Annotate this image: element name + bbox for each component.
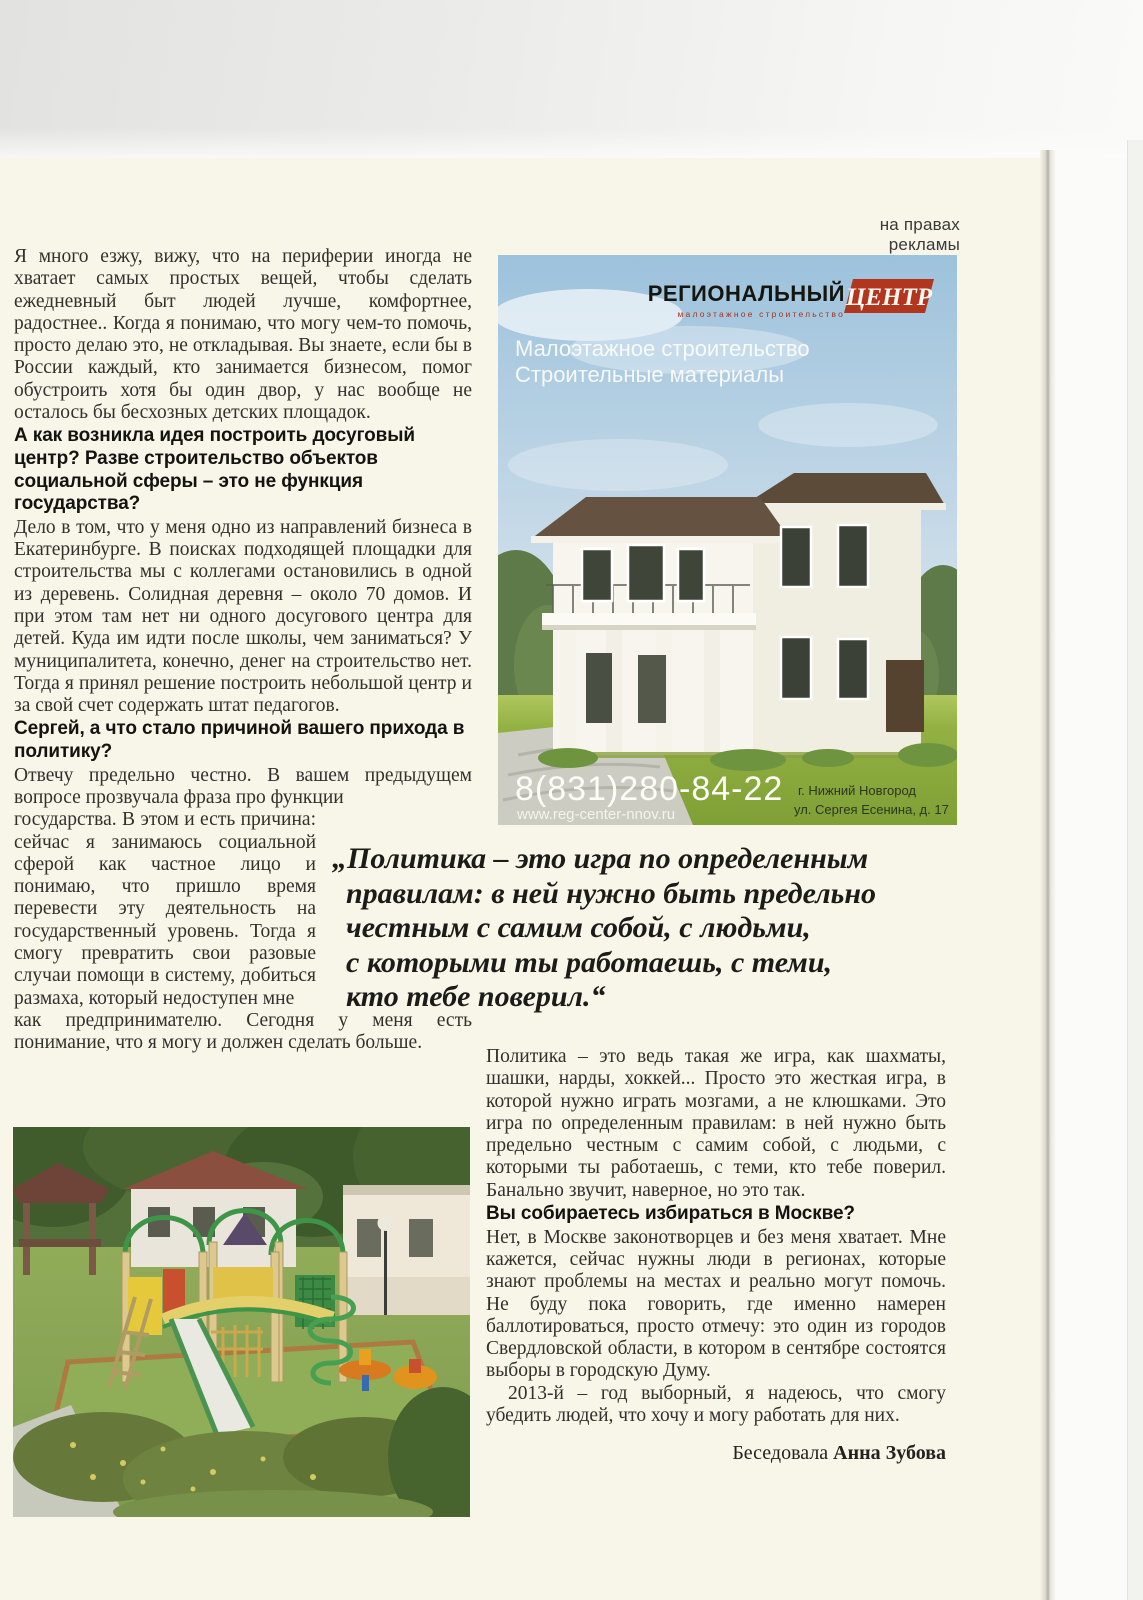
byline-author-name: Анна Зубова (833, 1442, 946, 1465)
brand-center-text: ЦЕНТР (845, 284, 933, 311)
paragraph: Я много езжу, вижу, что на периферии иногда не хватает самых простых вещей, чтобы сделать ежедневный быт людей лучше, комфортнее, радостнее.. Когда я понимаю, что могу чем-то помочь, просто делаю это, не откладывая. Вы знаете, если бы в России каждый, кто занимается бизнесом, помог обустроить хотя бы один двор, у нас вообще не осталось бы бесхозных детских площадок. (14, 246, 472, 424)
paragraph: Политика – это ведь такая же игра, как шахматы, шашки, нарды, хоккей... Просто это жесткая игра, в которой нужно играть мозгами, а не клюшками. Это игра по определенным правилам: в ней нужно быть предельно честным с самим собой, с людьми, с которыми ты работаешь, с теми, кто тебе поверил. Банально звучит, наверное, но это так. (486, 1046, 946, 1201)
service-line-2: Строительные материалы (515, 362, 785, 387)
interview-question: Сергей, а что стало причиной вашего прихода в политику? (14, 718, 465, 763)
house (531, 473, 957, 771)
ad-disclaimer-label: на правах рекламы (879, 215, 960, 254)
paragraph: Дело в том, что у меня одно из направлений бизнеса в Екатеринбурге. В поисках подходящей площадки для строительства мы с коллегами остановились в одной из деревень. Солидная деревня – около 70 домов. И при этом там нет ни одного досугового центра для детей. Куда им идти после школы, чем заниматься? У муниципалитета, конечно, денег на строительство нет. Тогда я принял решение построить небольшой центр и за свой счет содержать штат педагогов. (14, 516, 472, 717)
pull-quote: „Политика – это игра по определенным правилам: в ней нужно быть предельно честным с самим собой, с людьми, с которыми ты работаешь, с теми, кто тебе поверил.“ (332, 842, 877, 1014)
brand-subtitle-text: малоэтажное строительство (677, 309, 845, 319)
scan-right-strip (1127, 140, 1143, 1600)
paragraph: 2013-й – год выборный, я надеюсь, что смогу убедить людей, что хочу и могу работать для них. (486, 1382, 946, 1427)
page-edge-shadow (1040, 150, 1056, 1600)
ad-logo (648, 279, 934, 319)
scanner-top-band (0, 0, 1143, 158)
paragraph: Нет, в Москве законотворцев и без меня хватает. Мне кажется, сейчас нужны люди в регионах, которые знают проблемы на местах и реально могут помочь. Не буду пока говорить, где именно намерен баллотироваться, просто отмечу: это один из городов Свердловской области, в котором в сентябре состоятся выборы в городскую Думу. (486, 1226, 946, 1382)
ad-phone-number: 8(831)280-84-22 (515, 770, 784, 808)
interview-question: А как возникла идея построить досуговый центр? Разве строительство объектов социальной сферы – это не функция государства? (14, 425, 415, 515)
playground-photo (13, 1127, 470, 1517)
ad-house-illustration (498, 255, 957, 825)
service-line-1: Малоэтажное строительство (515, 336, 810, 361)
paragraph-wrapped-around-quote: государства. В этом и есть причина: сейчас я занимаюсь социальной сферой как частное лицо и понимаю, что пришло время перевести эту деятельность на государственный уровень. Тогда я смогу превратить свои разовые случаи помощи в систему, добиться размаха, который недоступен мне (14, 809, 316, 1009)
paragraph: Отвечу предельно честно. В вашем предыдущем вопросе прозвучала фраза про функции (14, 764, 472, 808)
background-house-right (343, 1185, 470, 1315)
interview-question: Вы собираетесь избираться в Москве? (486, 1203, 855, 1225)
ad-address-city: г. Нижний Новгород (798, 783, 917, 798)
byline (486, 1442, 946, 1464)
advertisement-banner (498, 255, 957, 825)
ad-address-street: ул. Сергея Есенина, д. 17 (794, 802, 949, 817)
article-right-column (486, 1046, 946, 1465)
paragraph: как предпринимателю. Сегодня у меня есть понимание, что я могу и должен сделать больше. (14, 1009, 472, 1054)
byline-prefix: Беседовала (732, 1442, 834, 1465)
ad-website: www.reg-center-nnov.ru (517, 806, 676, 823)
brand-name-text: РЕГИОНАЛЬНЫЙ (647, 281, 845, 306)
